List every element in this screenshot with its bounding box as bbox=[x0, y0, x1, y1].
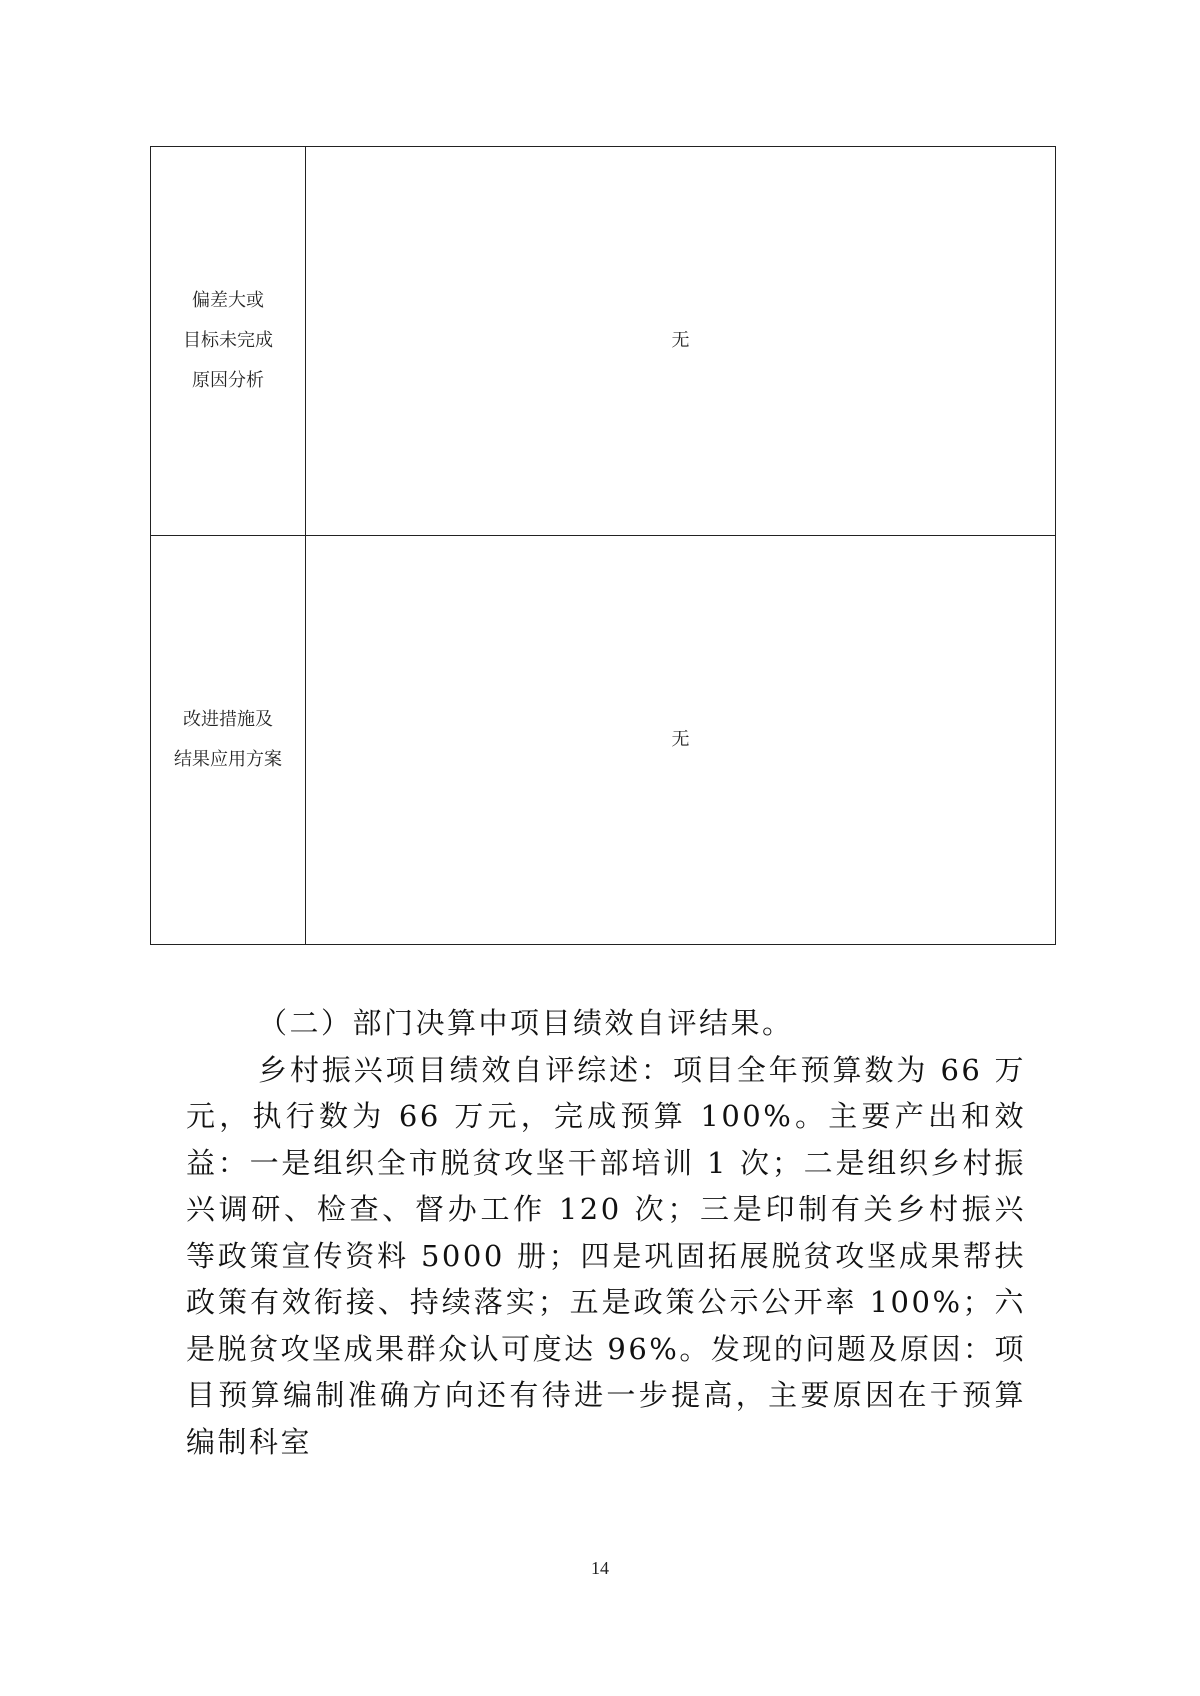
table-row bbox=[151, 536, 1056, 945]
table-label-cell bbox=[151, 536, 306, 945]
label-line: 偏差大或 bbox=[192, 290, 264, 311]
label-line: 目标未完成 bbox=[183, 330, 273, 351]
table-value-cell: 无 bbox=[306, 536, 1056, 945]
label-line: 改进措施及 bbox=[183, 709, 273, 730]
section-heading: （二）部门决算中项目绩效自评结果。 bbox=[258, 1006, 794, 1040]
body-text bbox=[186, 1000, 1026, 1465]
body-paragraph: 乡村振兴项目绩效自评综述：项目全年预算数为 66 万元，执行数为 66 万元，完成预算 100%。主要产出和效益：一是组织全市脱贫攻坚干部培训 1 次；二是组织乡村振兴调研、检查、督办工作 120 次；三是印制有关乡村振兴等政策宣传资料 5000 册；四是巩固拓展脱贫攻坚成果帮扶政策有效衔接、持续落实；五是政策公示公开率 100%；六是脱贫攻坚成果群众认可度达 96%。发现的问题及原因：项目预算编制准确方向还有待进一步提高，主要原因在于预算编制科室 bbox=[186, 1052, 1026, 1459]
table-value-cell: 无 bbox=[306, 147, 1056, 536]
table-label-cell bbox=[151, 147, 306, 536]
label-line: 结果应用方案 bbox=[174, 749, 282, 770]
table-row bbox=[151, 147, 1056, 536]
evaluation-table bbox=[150, 146, 1056, 945]
page-number: 14 bbox=[591, 1558, 609, 1578]
label-line: 原因分析 bbox=[192, 370, 264, 391]
